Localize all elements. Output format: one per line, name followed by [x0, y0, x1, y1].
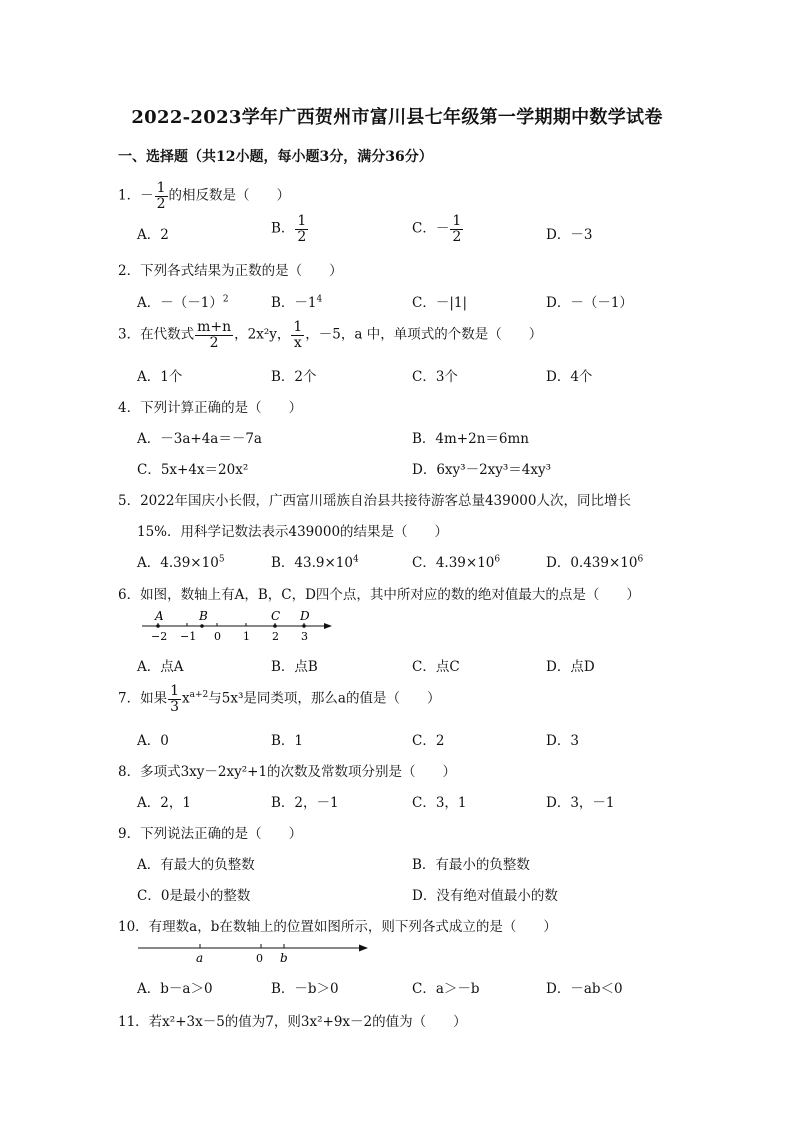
q6-option-a: A．点A: [137, 659, 184, 675]
question-9: 9．下列说法正确的是（ ）: [118, 826, 303, 842]
q4-option-b: B．4m+2n＝6mn: [412, 431, 529, 447]
tick-label: 2: [272, 630, 279, 643]
q10-option-b: B．－b＞0: [271, 981, 339, 997]
question-1: 1．－ $\frac{1}{2}$ 的相反数是（ ）: [118, 180, 291, 212]
q5-option-d: D．$0.439\times 10^6$: [546, 554, 644, 571]
point-label: A: [155, 609, 164, 623]
question-8: 8．多项式3xy－2xy²+1的次数及常数项分别是（ ）: [118, 764, 457, 780]
q2-option-b: B．$-1^4$: [271, 294, 323, 311]
axis-arrow: [324, 623, 332, 629]
q6-option-c: C．点C: [412, 659, 460, 675]
question-5-line-1: 5．2022年国庆小长假，广西富川瑶族自治县共接待游客总量439000人次，同比增长: [118, 493, 631, 509]
q8-option-b: B．2，－1: [271, 795, 339, 811]
question-3: 3．在代数式 $\frac{m+n}{2}$ ，2x²y， $\frac{1}{x}$ ，－5，a 中，单项式的个数是（ ）: [118, 319, 543, 351]
tick-label: 1: [243, 630, 250, 643]
q3-option-c: C．3个: [412, 369, 458, 385]
q6-number-line: [140, 608, 340, 644]
q5-option-c: C．$4.39\times 10^6$: [412, 554, 501, 571]
q1-option-c: C．－ $\frac{1}{2}$: [412, 213, 462, 245]
question-10: 10．有理数a，b在数轴上的位置如图所示，则下列各式成立的是（ ）: [118, 919, 557, 935]
q9-option-b: B．有最小的负整数: [412, 857, 530, 873]
q1-option-d: D．－3: [546, 227, 593, 243]
point-d-dot: [302, 624, 306, 628]
q4-option-a: A．－3a+4a＝－7a: [137, 431, 262, 447]
tick-label: 0: [214, 630, 221, 643]
q7-option-a: A．0: [137, 733, 169, 749]
q2-option-a: A．$-(-1)^2$: [137, 294, 229, 311]
q8-option-d: D．3，－1: [546, 795, 615, 811]
q2-option-d: D．－（－1）: [546, 295, 633, 311]
point-label: C: [271, 609, 281, 623]
q10-option-c: C．a＞－b: [412, 981, 480, 997]
q5-option-a: A．$4.39\times 10^5$: [137, 554, 225, 571]
question-4: 4．下列计算正确的是（ ）: [118, 400, 303, 416]
question-2: 2．下列各式结果为正数的是（ ）: [118, 263, 343, 279]
q4-option-c: C．5x+4x＝20x²: [137, 462, 249, 478]
axis-arrow: [359, 945, 368, 952]
q10-option-a: A．b－a＞0: [137, 981, 213, 997]
tick-label: −1: [180, 630, 197, 643]
q8-option-c: C．3，1: [412, 795, 467, 811]
q6-option-b: B．点B: [271, 659, 318, 675]
point-label: D: [300, 609, 310, 623]
question-6: 6．如图，数轴上有A，B，C，D四个点，其中所对应的数的绝对值最大的点是（ ）: [118, 587, 640, 603]
fraction: $\frac{1}{2}$: [156, 180, 166, 212]
tick-label: 3: [301, 630, 308, 643]
q7-option-d: D．3: [546, 733, 579, 749]
q10-number-line: [136, 940, 372, 966]
q1-option-a: A．2: [137, 227, 169, 243]
question-5-line-2: 15%．用科学记数法表示439000的结果是（ ）: [137, 524, 449, 540]
section-heading: 一、选择题（共12小题，每小题3分，满分36分）: [118, 149, 433, 165]
question-11: 11．若x²+3x－5的值为7，则3x²+9x－2的值为（ ）: [118, 1014, 467, 1030]
q8-option-a: A．2，1: [137, 795, 191, 811]
q9-option-c: C．0是最小的整数: [137, 888, 251, 904]
point-label: B: [199, 609, 208, 623]
page-title: 2022-2023学年广西贺州市富川县七年级第一学期期中数学试卷: [131, 107, 663, 128]
q1-option-b: B． $\frac{1}{2}$: [271, 213, 307, 245]
q9-option-d: D．没有绝对值最小的数: [412, 888, 558, 904]
q3-option-b: B．2个: [271, 369, 317, 385]
q7-option-c: C．2: [412, 733, 445, 749]
point-b-dot: [200, 624, 204, 628]
q10-option-d: D．－ab＜0: [546, 981, 623, 997]
point-a-dot: [156, 624, 160, 628]
label-a: a: [196, 951, 204, 965]
q6-option-d: D．点D: [546, 659, 595, 675]
q4-option-d: D．6xy³－2xy³＝4xy³: [412, 462, 552, 478]
label-b: b: [280, 951, 288, 965]
q3-option-a: A．1个: [137, 369, 183, 385]
tick-label: −2: [151, 630, 168, 643]
point-c-dot: [273, 624, 277, 628]
q3-option-d: D．4个: [546, 369, 593, 385]
question-7: 7．如果 $\frac{1}{3}$ $x^{a+2}$与5x³是同类项，那么a的值是（ ）: [118, 683, 441, 715]
q2-option-c: C．－|1|: [412, 295, 468, 311]
q9-option-a: A．有最大的负整数: [137, 857, 255, 873]
label-zero: 0: [256, 952, 263, 965]
q7-option-b: B．1: [271, 733, 304, 749]
q5-option-b: B．$43.9\times 10^4$: [271, 554, 359, 571]
